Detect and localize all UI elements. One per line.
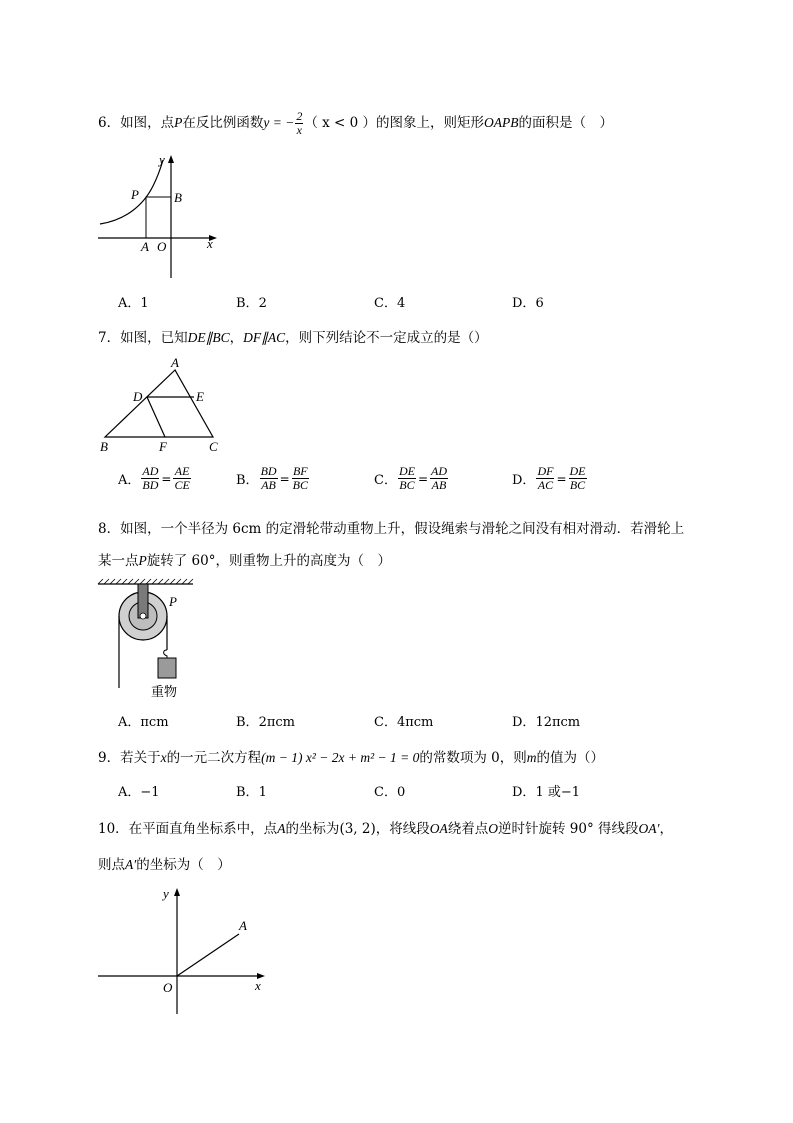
q6-option-d[interactable]: D．6 bbox=[512, 296, 544, 311]
q8-weight-label: 重物 bbox=[151, 685, 178, 700]
q8-pulley-axle bbox=[140, 613, 146, 619]
q8-label-p: P bbox=[169, 594, 177, 609]
q8-stem-line1: 8．如图，一个半径为 6cm 的定滑轮带动重物上升，假设绳索与滑轮之间没有相对滑动．若滑轮上 bbox=[98, 521, 685, 537]
q10-label-y: y bbox=[163, 886, 169, 901]
q6-label-o: O bbox=[157, 239, 167, 254]
q7-label-f: F bbox=[159, 439, 167, 454]
q8-hook bbox=[164, 650, 167, 658]
q6-y-arrow bbox=[168, 155, 174, 163]
q7-label-b: B bbox=[100, 439, 108, 454]
q6-rectangle-oapb bbox=[146, 197, 171, 238]
q6-label-a: A bbox=[141, 239, 149, 254]
q8-stem-line2: 某一点P旋转了 60°，则重物上升的高度为（ ） bbox=[98, 553, 391, 569]
q10-label-x: x bbox=[255, 978, 261, 993]
q10-y-arrow bbox=[174, 888, 180, 896]
q8-ceiling-hatch bbox=[98, 579, 193, 584]
q7-label-d: D bbox=[133, 389, 143, 404]
q6-stem: 6．如图，点P在反比例函数y = − $\frac{2}{x}$ （ x < 0 ）的图象上，则矩形OAPB的面积是（ ） bbox=[98, 109, 613, 137]
q7-option-a[interactable]: A． $\frac{AD}{BD}$ = $\frac{AE}{CE}$ bbox=[118, 464, 190, 492]
q8-option-a[interactable]: A．πcm bbox=[118, 715, 169, 730]
q9-option-a[interactable]: A．−1 bbox=[118, 785, 160, 800]
q6-figure bbox=[95, 150, 230, 285]
q10-label-o: O bbox=[163, 980, 173, 995]
q7-option-b[interactable]: B． $\frac{BD}{AB}$ = $\frac{BF}{BC}$ bbox=[236, 464, 308, 492]
q6-option-b[interactable]: B．2 bbox=[236, 296, 267, 311]
q9-option-c[interactable]: C．0 bbox=[374, 785, 406, 800]
q6-option-c[interactable]: C．4 bbox=[374, 296, 406, 311]
q9-option-d[interactable]: D．1 或−1 bbox=[512, 785, 581, 800]
q10-stem-line1: 10．在平面直角坐标系中，点A的坐标为(3, 2)，将线段OA绕着点O逆时针旋转 90° 得线段OA′， bbox=[98, 821, 673, 837]
q7-figure bbox=[95, 355, 230, 455]
q9-equation: (m − 1) x² − 2x + m² − 1 = 0 bbox=[261, 750, 420, 765]
q8-weight bbox=[158, 658, 176, 678]
q6-label-b: B bbox=[174, 190, 182, 205]
q9-stem: 9．若关于x的一元二次方程(m − 1) x² − 2x + m² − 1 = 0的常数项为 0，则m的值为（） bbox=[98, 750, 604, 766]
q7-label-c: C bbox=[209, 439, 218, 454]
q6-label-x: x bbox=[207, 236, 213, 251]
q7-option-c[interactable]: C． $\frac{DE}{BC}$ = $\frac{AD}{AB}$ bbox=[374, 464, 448, 492]
q6-label-y: y bbox=[159, 152, 165, 167]
q8-option-b[interactable]: B．2πcm bbox=[236, 715, 295, 730]
q10-segment-oa bbox=[177, 934, 239, 976]
q7-option-d[interactable]: D． $\frac{DF}{AC}$ = $\frac{DE}{BC}$ bbox=[512, 464, 586, 492]
q10-label-a: A bbox=[239, 918, 247, 933]
q7-segment-df bbox=[147, 397, 165, 437]
q9-option-b[interactable]: B．1 bbox=[236, 785, 267, 800]
q7-label-e: E bbox=[196, 389, 204, 404]
q8-pulley-figure bbox=[95, 578, 205, 703]
q7-stem: 7．如图，已知DE∥BC，DF∥AC，则下列结论不一定成立的是（） bbox=[98, 330, 488, 346]
q6-option-a[interactable]: A．1 bbox=[118, 296, 149, 311]
q7-label-a: A bbox=[171, 355, 179, 370]
q6-fraction: $\frac{2}{x}$ bbox=[296, 109, 303, 137]
q8-option-c[interactable]: C．4πcm bbox=[374, 715, 434, 730]
q10-stem-line2: 则点A′的坐标为（ ） bbox=[98, 857, 231, 873]
q10-figure bbox=[95, 882, 275, 1017]
q6-label-p: P bbox=[131, 187, 139, 202]
q8-option-d[interactable]: D．12πcm bbox=[512, 715, 581, 730]
